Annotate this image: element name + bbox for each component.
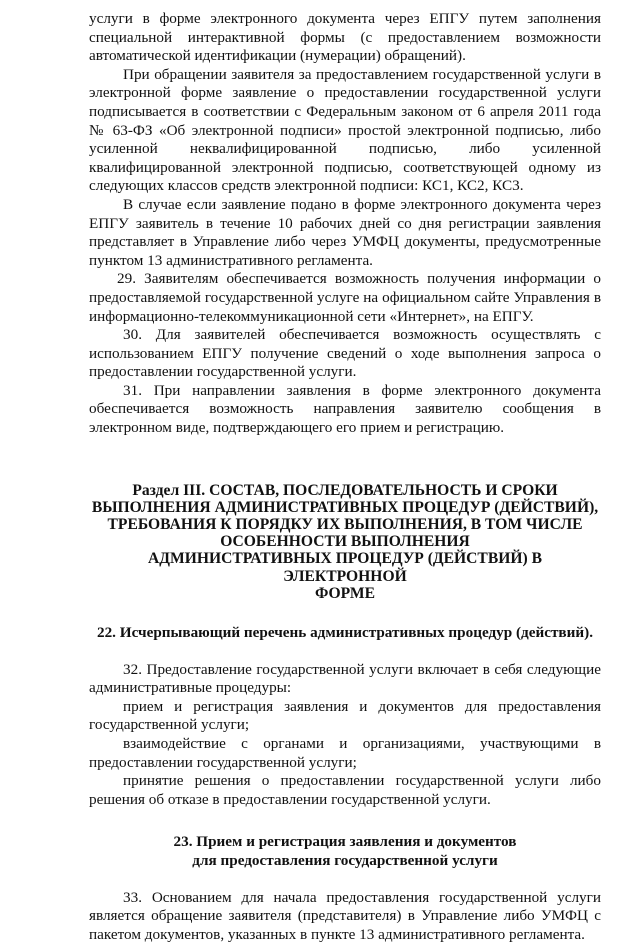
- section-heading-line: ВЫПОЛНЕНИЯ АДМИНИСТРАТИВНЫХ ПРОЦЕДУР (ДЕЙСТВИЙ),: [91, 498, 599, 516]
- paragraph-31: 31. При направлении заявления в форме электронного документа обеспечивается возможность направления заявителю сообщения в электронном виде, подтверждающего его прием и регистрацию.: [89, 381, 601, 437]
- list-item-procedure: взаимодействие с органами и организациями, участвующими в предоставлении государственной услуги;: [89, 735, 601, 771]
- paragraph-33: 33. Основанием для начала предоставления государственной услуги является обращение заявителя (представителя) в Управление либо УМФЦ с пакетом документов, указанных в пункте 13 административного регламента.: [89, 888, 601, 943]
- document-body: [89, 10, 601, 944]
- paragraph-continuation: услуги в форме электронного документа через ЕПГУ путем заполнения специальной интерактивной формы (с предоставлением возможности автоматической идентификации (нумерации) обращений).: [89, 10, 601, 65]
- paragraph-electronic-signature: При обращении заявителя за предоставлением государственной услуги в электронной форме заявление о предоставлении государственной услуги подписывается в соответствии с Федеральным законом от 6 апреля 2011 года № 63-ФЗ «Об электронной подписи» простой электронной подписью, либо усиленной неквалифицированной подписью, либо усиленной квалифицированной электронной подписью, соответствующей одному из следующих классов средств электронной подписи: КС1, КС2, КС3.: [89, 65, 601, 195]
- list-item-procedure: принятие решения о предоставлении государственной услуги либо решения об отказе в предоставлении государственной услуги.: [89, 772, 601, 808]
- subsection-heading-23: [89, 833, 601, 870]
- section-heading-line: ТРЕБОВАНИЯ К ПОРЯДКУ ИХ ВЫПОЛНЕНИЯ, В ТОМ ЧИСЛЕ: [107, 516, 583, 534]
- section-heading-line: ОСОБЕННОСТИ ВЫПОЛНЕНИЯ: [220, 533, 470, 551]
- section-heading-line: АДМИНИСТРАТИВНЫХ ПРОЦЕДУР (ДЕЙСТВИЙ) В ЭЛЕКТРОННОЙ: [148, 550, 542, 585]
- subsection-heading-line: для предоставления государственной услуги: [192, 852, 498, 870]
- subsection-heading-22: 22. Исчерпывающий перечень административных процедур (действий).: [96, 624, 593, 642]
- paragraph-32: 32. Предоставление государственной услуги включает в себя следующие административные процедуры:: [89, 660, 601, 697]
- subsection-heading-line: 23. Прием и регистрация заявления и документов: [173, 833, 517, 851]
- section-heading-line: Раздел III. СОСТАВ, ПОСЛЕДОВАТЕЛЬНОСТЬ И СРОКИ: [132, 481, 558, 499]
- section-heading: [89, 482, 601, 602]
- paragraph-29: 29. Заявителям обеспечивается возможность получения информации о предоставляемой государственной услуге на официальном сайте Управления в информационно-телекоммуникационной сети «Интернет», на ЕПГУ.: [89, 270, 601, 325]
- section-heading-line: ФОРМЕ: [314, 584, 376, 602]
- list-item-procedure: прием и регистрация заявления и документов для предоставления государственной услуги;: [89, 697, 601, 734]
- paragraph-30: 30. Для заявителей обеспечивается возможность осуществлять с использованием ЕПГУ получение сведений о ходе выполнения запроса о предоставлении государственной услуги.: [89, 326, 601, 381]
- paragraph-epgu-documents: В случае если заявление подано в форме электронного документа через ЕПГУ заявитель в течение 10 рабочих дней со дня регистрации заявления представляет в Управление либо через УМФЦ документы, предусмотренные пунктом 13 административного регламента.: [89, 195, 601, 269]
